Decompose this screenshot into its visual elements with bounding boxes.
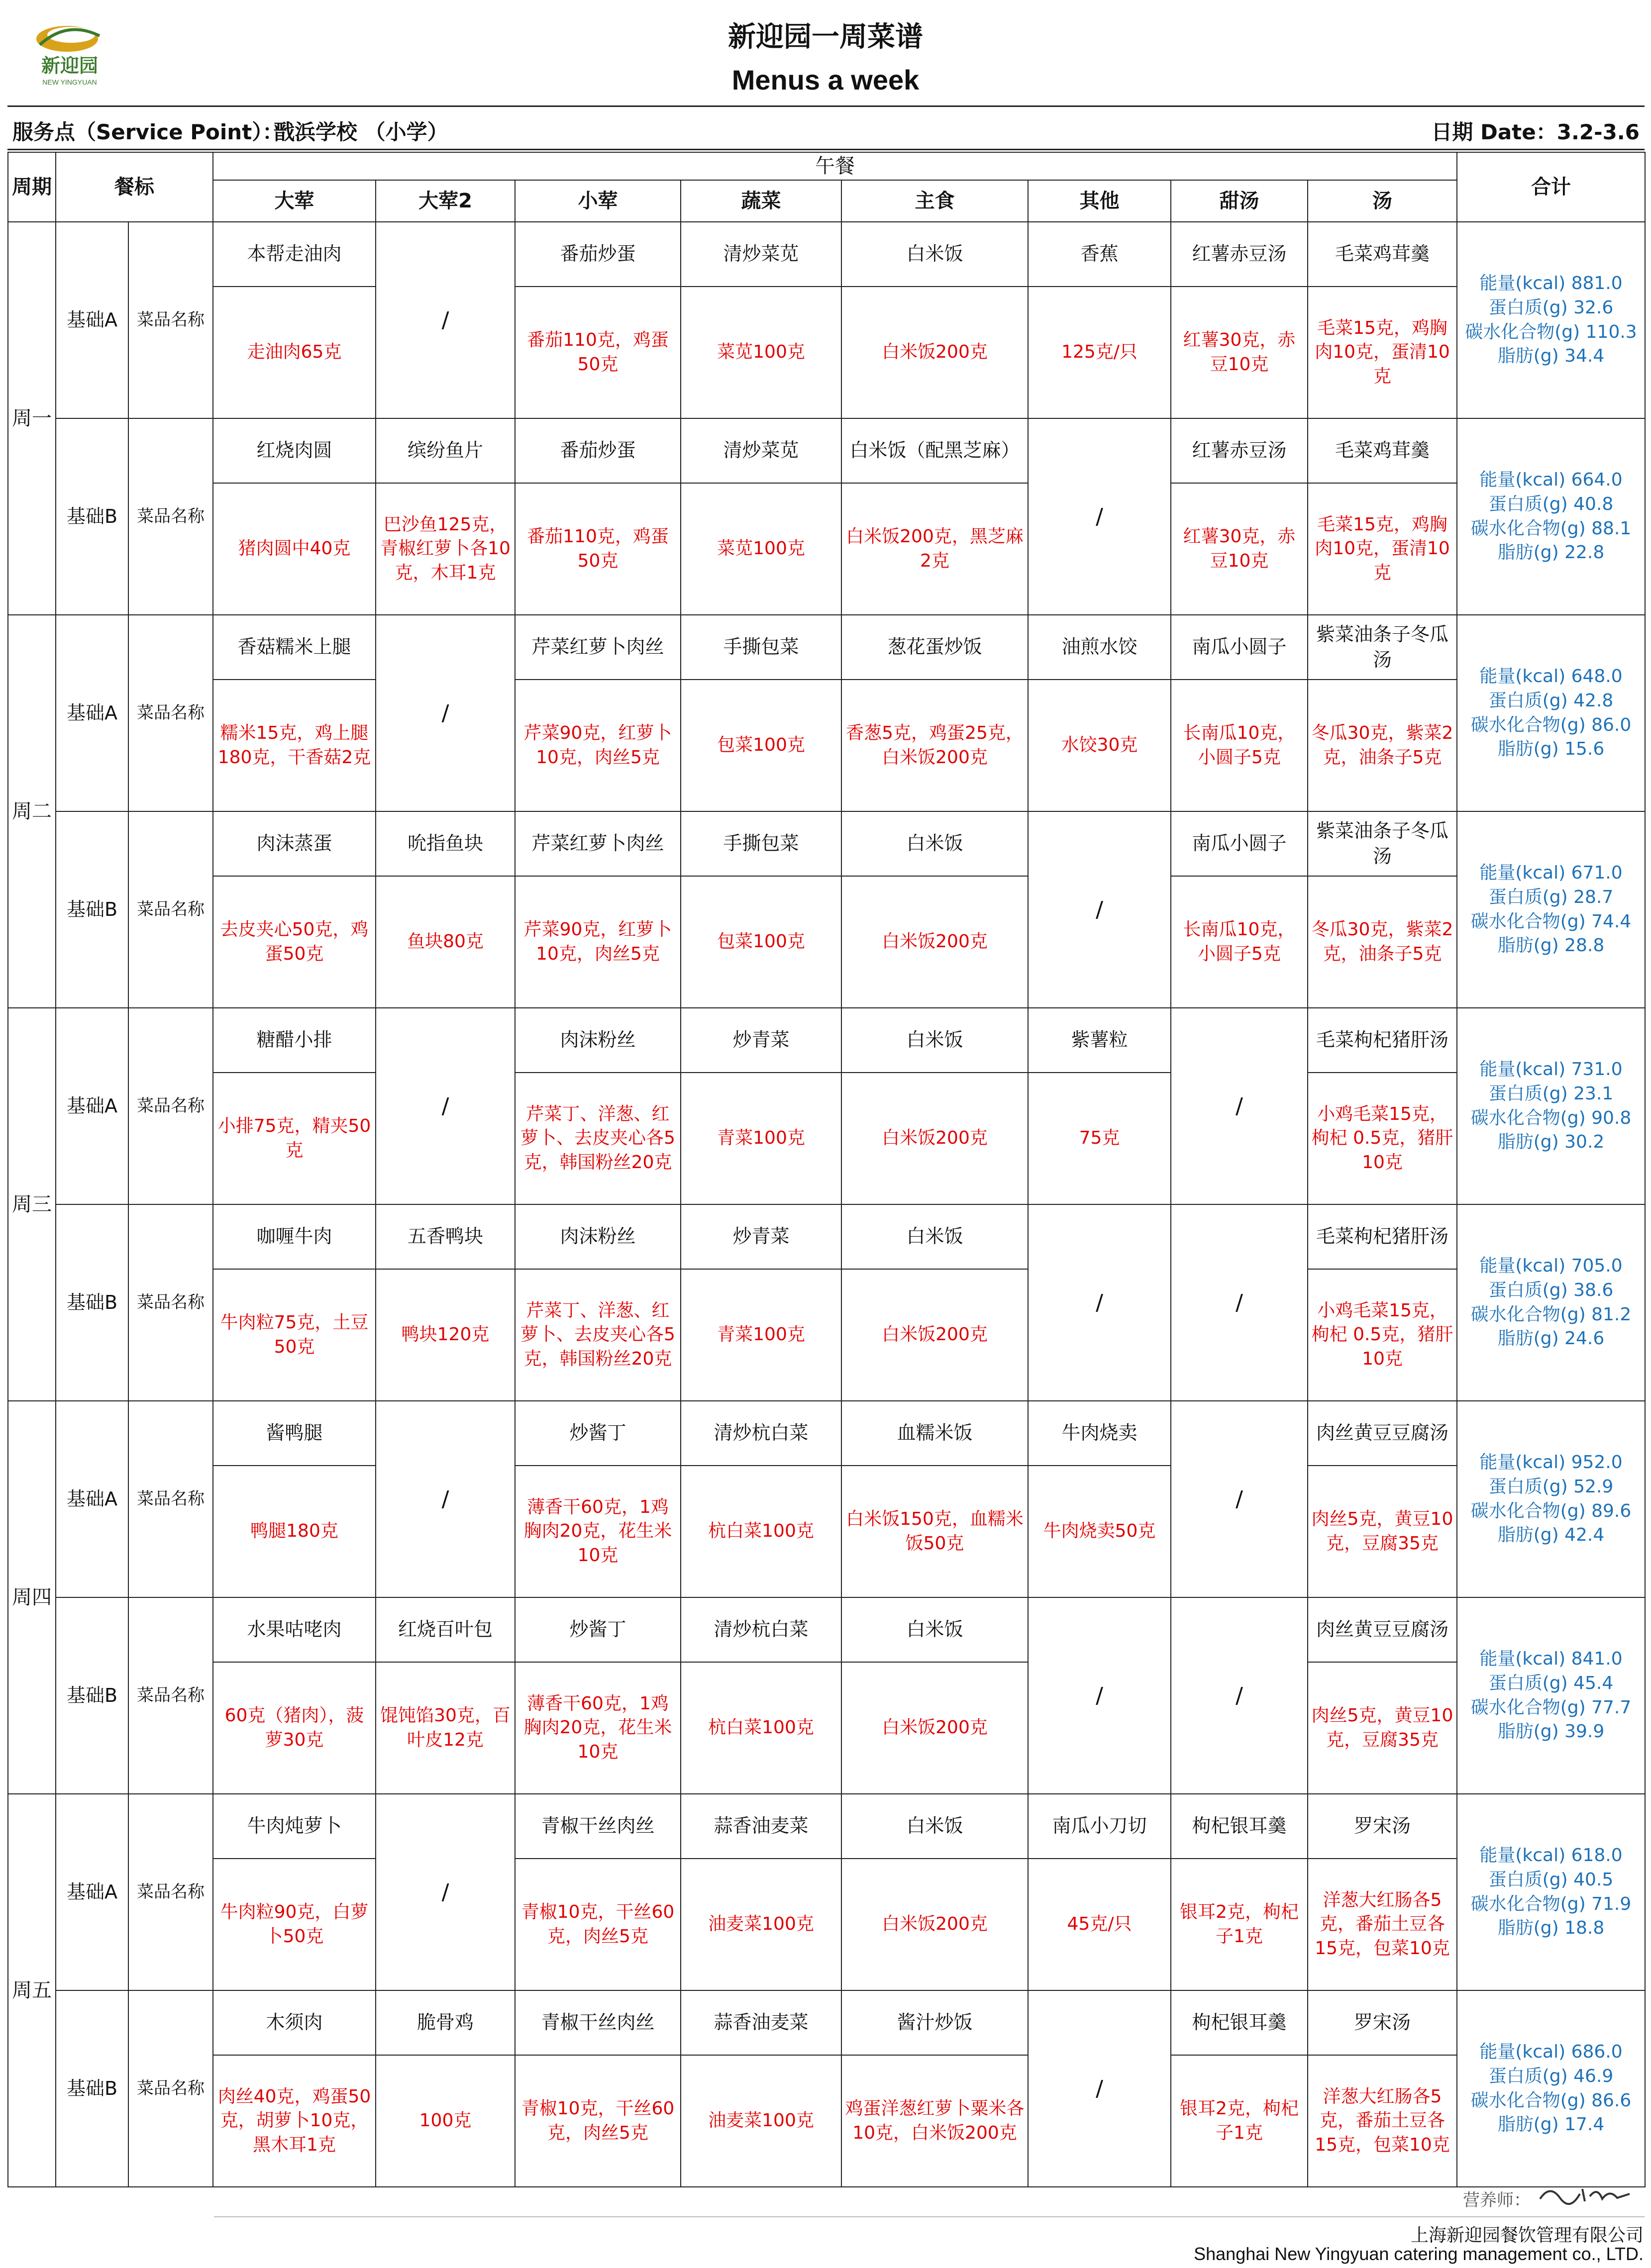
nutrition-summary xyxy=(1457,615,1645,811)
nutrition-summary xyxy=(1457,1597,1645,1794)
ingredient-amount: 青椒10克，干丝60克，肉丝5克 xyxy=(515,1859,681,1990)
dish-name: 清炒菜苋 xyxy=(681,418,841,483)
ingredient-amount: 白米饭200克，黑芝麻2克 xyxy=(841,483,1028,615)
empty-slot: / xyxy=(1171,1008,1308,1204)
nutrition-summary xyxy=(1457,1204,1645,1401)
day-name: 周三 xyxy=(8,1008,56,1401)
plan-base: 基础B xyxy=(56,1597,128,1794)
dish-name: 缤纷鱼片 xyxy=(376,418,515,483)
dish-name: 五香鸭块 xyxy=(376,1204,515,1269)
dish-name-label: 菜品名称 xyxy=(128,1597,213,1794)
nutrition-line: 能量(kcal) 671.0 xyxy=(1479,863,1623,884)
dish-name: 芹菜红萝卜肉丝 xyxy=(515,615,681,680)
ingredient-amount: 馄饨馅30克，百叶皮12克 xyxy=(376,1662,515,1794)
day-name: 周五 xyxy=(8,1794,56,2187)
dish-name-label: 菜品名称 xyxy=(128,1008,213,1204)
empty-slot: / xyxy=(1028,1204,1171,1401)
ingredient-amount: 牛肉烧卖50克 xyxy=(1028,1466,1171,1597)
ingredient-amount: 走油肉65克 xyxy=(213,287,376,418)
ingredient-amount: 猪肉圆中40克 xyxy=(213,483,376,615)
header-meal: 餐标 xyxy=(56,152,213,222)
empty-slot: / xyxy=(376,222,515,418)
logo-subtext: NEW YINGYUAN xyxy=(42,78,97,86)
dish-name: 咖喱牛肉 xyxy=(213,1204,376,1269)
ingredient-amount: 肉丝5克，黄豆10克，豆腐35克 xyxy=(1308,1662,1457,1794)
nutrition-line: 蛋白质(g) 42.8 xyxy=(1488,690,1614,711)
ingredient-amount: 毛菜15克，鸡胸肉10克，蛋清10克 xyxy=(1308,287,1457,418)
dish-name: 香蕉 xyxy=(1028,222,1171,287)
nutrition-summary xyxy=(1457,222,1645,418)
dish-name: 芹菜红萝卜肉丝 xyxy=(515,811,681,876)
ingredient-amount: 鱼块80克 xyxy=(376,876,515,1008)
ingredient-amount: 油麦菜100克 xyxy=(681,1859,841,1990)
footer-divider xyxy=(214,2216,1645,2217)
nutrition-line: 碳水化合物(g) 90.8 xyxy=(1470,1107,1632,1128)
dish-name: 红烧百叶包 xyxy=(376,1597,515,1662)
ingredient-amount: 薄香干60克，1鸡胸肉20克，花生米10克 xyxy=(515,1662,681,1794)
dish-name: 罗宋汤 xyxy=(1308,1794,1457,1859)
nutrition-line: 脂肪(g) 39.9 xyxy=(1497,1721,1605,1742)
ingredient-amount: 小鸡毛菜15克，枸杞 0.5克，猪肝10克 xyxy=(1308,1269,1457,1401)
company-name-en: Shanghai New Yingyuan catering management co., LTD. xyxy=(1194,2244,1644,2264)
dish-name: 毛菜鸡茸羹 xyxy=(1308,222,1457,287)
date-range: 日期 Date：3.2-3.6 xyxy=(1431,120,1640,144)
dish-name-label: 菜品名称 xyxy=(128,1204,213,1401)
page-title-cn: 新迎园一周菜谱 xyxy=(728,21,923,53)
dish-name: 油煎水饺 xyxy=(1028,615,1171,680)
nutrition-summary xyxy=(1457,811,1645,1008)
dish-name: 肉丝黄豆豆腐汤 xyxy=(1308,1597,1457,1662)
nutrition-line: 碳水化合物(g) 86.6 xyxy=(1470,2090,1632,2111)
dish-name: 青椒干丝肉丝 xyxy=(515,1990,681,2055)
ingredient-amount: 芹菜丁、洋葱、红萝卜、去皮夹心各5克，韩国粉丝20克 xyxy=(515,1073,681,1204)
dish-name: 酱汁炒饭 xyxy=(841,1990,1028,2055)
empty-slot: / xyxy=(1171,1204,1308,1401)
nutrition-line: 蛋白质(g) 45.4 xyxy=(1488,1673,1614,1693)
dish-name: 白米饭 xyxy=(841,222,1028,287)
nutrition-line: 脂肪(g) 42.4 xyxy=(1497,1525,1605,1546)
dish-name: 炒酱丁 xyxy=(515,1597,681,1662)
dish-name: 蒜香油麦菜 xyxy=(681,1990,841,2055)
ingredient-amount: 鸡蛋洋葱红萝卜粟米各 10克，白米饭200克 xyxy=(841,2055,1028,2187)
ingredient-amount: 冬瓜30克，紫菜2克，油条子5克 xyxy=(1308,680,1457,811)
dish-name: 南瓜小刀切 xyxy=(1028,1794,1171,1859)
nutrition-line: 碳水化合物(g) 86.0 xyxy=(1470,714,1632,735)
dish-name: 红烧肉圆 xyxy=(213,418,376,483)
ingredient-amount: 白米饭200克 xyxy=(841,876,1028,1008)
ingredient-amount: 菜苋100克 xyxy=(681,483,841,615)
ingredient-amount: 巴沙鱼125克，青椒红萝卜各10克，木耳1克 xyxy=(376,483,515,615)
header-col-vegetable: 蔬菜 xyxy=(681,180,841,222)
dish-name-label: 菜品名称 xyxy=(128,1794,213,1990)
nutritionist-label: 营养师： xyxy=(1463,2190,1531,2210)
ingredient-amount: 白米饭200克 xyxy=(841,1269,1028,1401)
plan-base: 基础A xyxy=(56,1008,128,1204)
empty-slot: / xyxy=(1028,811,1171,1008)
dish-name: 手撕包菜 xyxy=(681,615,841,680)
dish-name: 酱鸭腿 xyxy=(213,1401,376,1466)
ingredient-amount: 125克/只 xyxy=(1028,287,1171,418)
ingredient-amount: 小排75克，精夹50克 xyxy=(213,1073,376,1204)
service-point-label: 服务点（Service Point）： xyxy=(12,120,284,144)
dish-name: 毛菜鸡茸羹 xyxy=(1308,418,1457,483)
dish-name: 手撕包菜 xyxy=(681,811,841,876)
ingredient-amount: 鸭腿180克 xyxy=(213,1466,376,1597)
info-row xyxy=(7,105,1645,150)
dish-name: 毛菜枸杞猪肝汤 xyxy=(1308,1204,1457,1269)
dish-name: 番茄炒蛋 xyxy=(515,222,681,287)
day-name: 周二 xyxy=(8,615,56,1008)
dish-name: 白米饭 xyxy=(841,1597,1028,1662)
dish-name: 白米饭（配黑芝麻） xyxy=(841,418,1028,483)
nutrition-line: 蛋白质(g) 32.6 xyxy=(1488,297,1614,318)
header-col-side-meat: 小荤 xyxy=(515,180,681,222)
nutrition-line: 能量(kcal) 841.0 xyxy=(1479,1649,1623,1670)
dish-name: 炒酱丁 xyxy=(515,1401,681,1466)
ingredient-amount: 香葱5克，鸡蛋25克，白米饭200克 xyxy=(841,680,1028,811)
dish-name: 脆骨鸡 xyxy=(376,1990,515,2055)
empty-slot: / xyxy=(1028,1990,1171,2187)
plan-base: 基础B xyxy=(56,418,128,615)
ingredient-amount: 番茄110克，鸡蛋50克 xyxy=(515,287,681,418)
ingredient-amount: 水饺30克 xyxy=(1028,680,1171,811)
ingredient-amount: 芹菜90克，红萝卜10克，肉丝5克 xyxy=(515,680,681,811)
header-lunch: 午餐 xyxy=(213,152,1457,180)
ingredient-amount: 白米饭200克 xyxy=(841,1073,1028,1204)
dish-name: 肉沫粉丝 xyxy=(515,1008,681,1073)
nutrition-line: 碳水化合物(g) 77.7 xyxy=(1470,1697,1632,1718)
ingredient-amount: 红薯30克，赤豆10克 xyxy=(1171,483,1308,615)
nutrition-line: 蛋白质(g) 40.8 xyxy=(1488,493,1614,514)
header-col-staple: 主食 xyxy=(841,180,1028,222)
dish-name: 肉沫蒸蛋 xyxy=(213,811,376,876)
dish-name: 南瓜小圆子 xyxy=(1171,811,1308,876)
dish-name-label: 菜品名称 xyxy=(128,418,213,615)
nutrition-summary xyxy=(1457,1008,1645,1204)
header-col-other: 其他 xyxy=(1028,180,1171,222)
ingredient-amount: 牛肉粒75克，土豆50克 xyxy=(213,1269,376,1401)
nutrition-line: 脂肪(g) 30.2 xyxy=(1497,1132,1605,1153)
nutrition-line: 能量(kcal) 705.0 xyxy=(1479,1256,1623,1277)
dish-name: 枸杞银耳羹 xyxy=(1171,1794,1308,1859)
nutrition-line: 能量(kcal) 618.0 xyxy=(1479,1845,1623,1866)
nutrition-line: 碳水化合物(g) 110.3 xyxy=(1465,321,1637,342)
plan-base: 基础A xyxy=(56,615,128,811)
dish-name: 白米饭 xyxy=(841,811,1028,876)
ingredient-amount: 包菜100克 xyxy=(681,876,841,1008)
nutrition-line: 脂肪(g) 34.4 xyxy=(1497,346,1605,367)
ingredient-amount: 包菜100克 xyxy=(681,680,841,811)
ingredient-amount: 60克（猪肉），菠萝30克 xyxy=(213,1662,376,1794)
ingredient-amount: 杭白菜100克 xyxy=(681,1466,841,1597)
nutrition-summary xyxy=(1457,1401,1645,1597)
nutrition-line: 蛋白质(g) 23.1 xyxy=(1488,1083,1614,1104)
nutrition-line: 能量(kcal) 648.0 xyxy=(1479,666,1623,687)
ingredient-amount: 白米饭200克 xyxy=(841,1859,1028,1990)
empty-slot: / xyxy=(376,1401,515,1597)
plan-base: 基础B xyxy=(56,811,128,1008)
plan-base: 基础A xyxy=(56,222,128,418)
empty-slot: / xyxy=(376,1794,515,1990)
header-col-main-meat: 大荤 xyxy=(213,180,376,222)
dish-name: 紫薯粒 xyxy=(1028,1008,1171,1073)
dish-name: 本帮走油肉 xyxy=(213,222,376,287)
logo-text: 新迎园 xyxy=(41,55,99,77)
ingredient-amount: 薄香干60克，1鸡胸肉20克，花生米10克 xyxy=(515,1466,681,1597)
ingredient-amount: 鸭块120克 xyxy=(376,1269,515,1401)
ingredient-amount: 白米饭200克 xyxy=(841,287,1028,418)
ingredient-amount: 长南瓜10克，小圆子5克 xyxy=(1171,680,1308,811)
nutrition-line: 脂肪(g) 24.6 xyxy=(1497,1328,1605,1349)
empty-slot: / xyxy=(1028,1597,1171,1794)
ingredient-amount: 洋葱大红肠各5克，番茄土豆各15克，包菜10克 xyxy=(1308,1859,1457,1990)
nutrition-line: 碳水化合物(g) 74.4 xyxy=(1470,911,1632,932)
nutrition-line: 能量(kcal) 664.0 xyxy=(1479,470,1623,491)
nutrition-line: 碳水化合物(g) 88.1 xyxy=(1470,518,1632,539)
ingredient-amount: 青椒10克，干丝60克，肉丝5克 xyxy=(515,2055,681,2187)
nutrition-line: 能量(kcal) 731.0 xyxy=(1479,1059,1623,1080)
dish-name: 血糯米饭 xyxy=(841,1401,1028,1466)
dish-name: 吮指鱼块 xyxy=(376,811,515,876)
ingredient-amount: 肉丝5克，黄豆10克，豆腐35克 xyxy=(1308,1466,1457,1597)
header-total: 合计 xyxy=(1457,152,1645,222)
day-name: 周一 xyxy=(8,222,56,615)
nutrition-line: 脂肪(g) 28.8 xyxy=(1497,935,1605,956)
dish-name: 蒜香油麦菜 xyxy=(681,1794,841,1859)
empty-slot: / xyxy=(1028,418,1171,615)
nutrition-line: 蛋白质(g) 40.5 xyxy=(1488,1869,1614,1890)
dish-name-label: 菜品名称 xyxy=(128,615,213,811)
dish-name-label: 菜品名称 xyxy=(128,222,213,418)
ingredient-amount: 去皮夹心50克，鸡蛋50克 xyxy=(213,876,376,1008)
nutrition-line: 能量(kcal) 952.0 xyxy=(1479,1452,1623,1473)
nutrition-summary xyxy=(1457,1990,1645,2187)
ingredient-amount: 小鸡毛菜15克，枸杞 0.5克，猪肝10克 xyxy=(1308,1073,1457,1204)
ingredient-amount: 长南瓜10克，小圆子5克 xyxy=(1171,876,1308,1008)
ingredient-amount: 菜苋100克 xyxy=(681,287,841,418)
ingredient-amount: 糯米15克，鸡上腿180克，干香菇2克 xyxy=(213,680,376,811)
ingredient-amount: 洋葱大红肠各5克，番茄土豆各15克，包菜10克 xyxy=(1308,2055,1457,2187)
empty-slot: / xyxy=(1171,1597,1308,1794)
dish-name: 青椒干丝肉丝 xyxy=(515,1794,681,1859)
nutrition-line: 脂肪(g) 17.4 xyxy=(1497,2114,1605,2135)
header-col-sweet-soup: 甜汤 xyxy=(1171,180,1308,222)
day-name: 周四 xyxy=(8,1401,56,1794)
ingredient-amount: 红薯30克，赤豆10克 xyxy=(1171,287,1308,418)
dish-name: 炒青菜 xyxy=(681,1204,841,1269)
empty-slot: / xyxy=(376,615,515,811)
ingredient-amount: 青菜100克 xyxy=(681,1073,841,1204)
dish-name: 牛肉烧卖 xyxy=(1028,1401,1171,1466)
plan-base: 基础A xyxy=(56,1794,128,1990)
company-name-cn: 上海新迎园餐饮管理有限公司 xyxy=(1410,2225,1644,2246)
dish-name: 白米饭 xyxy=(841,1204,1028,1269)
dish-name: 罗宋汤 xyxy=(1308,1990,1457,2055)
ingredient-amount: 银耳2克，枸杞子1克 xyxy=(1171,1859,1308,1990)
ingredient-amount: 100克 xyxy=(376,2055,515,2187)
dish-name: 炒青菜 xyxy=(681,1008,841,1073)
header-col-main-meat-2: 大荤2 xyxy=(376,180,515,222)
school-name: 戬浜学校 （小学） xyxy=(274,120,448,144)
dish-name: 白米饭 xyxy=(841,1008,1028,1073)
dish-name: 红薯赤豆汤 xyxy=(1171,222,1308,287)
ingredient-amount: 芹菜90克，红萝卜10克，肉丝5克 xyxy=(515,876,681,1008)
plan-base: 基础A xyxy=(56,1401,128,1597)
dish-name: 牛肉炖萝卜 xyxy=(213,1794,376,1859)
dish-name: 肉丝黄豆豆腐汤 xyxy=(1308,1401,1457,1466)
dish-name: 香菇糯米上腿 xyxy=(213,615,376,680)
dish-name: 葱花蛋炒饭 xyxy=(841,615,1028,680)
ingredient-amount: 毛菜15克，鸡胸肉10克，蛋清10克 xyxy=(1308,483,1457,615)
empty-slot: / xyxy=(1171,1401,1308,1597)
plan-base: 基础B xyxy=(56,1990,128,2187)
dish-name: 木须肉 xyxy=(213,1990,376,2055)
nutrition-summary xyxy=(1457,1794,1645,1990)
nutrition-line: 能量(kcal) 686.0 xyxy=(1479,2042,1623,2063)
dish-name-label: 菜品名称 xyxy=(128,1401,213,1597)
ingredient-amount: 白米饭200克 xyxy=(841,1662,1028,1794)
nutrition-line: 碳水化合物(g) 89.6 xyxy=(1470,1500,1632,1521)
dish-name-label: 菜品名称 xyxy=(128,1990,213,2187)
ingredient-amount: 芹菜丁、洋葱、红萝卜、去皮夹心各5克，韩国粉丝20克 xyxy=(515,1269,681,1401)
nutrition-line: 碳水化合物(g) 81.2 xyxy=(1470,1304,1632,1325)
nutrition-line: 脂肪(g) 18.8 xyxy=(1497,1918,1605,1939)
header-week: 周期 xyxy=(8,152,56,222)
dish-name: 南瓜小圆子 xyxy=(1171,615,1308,680)
ingredient-amount: 冬瓜30克，紫菜2克，油条子5克 xyxy=(1308,876,1457,1008)
ingredient-amount: 肉丝40克，鸡蛋50克，胡萝卜10克，黑木耳1克 xyxy=(213,2055,376,2187)
nutrition-line: 能量(kcal) 881.0 xyxy=(1479,273,1623,294)
nutrition-summary xyxy=(1457,418,1645,615)
dish-name-label: 菜品名称 xyxy=(128,811,213,1008)
dish-name: 紫菜油条子冬瓜汤 xyxy=(1308,811,1457,876)
ingredient-amount: 银耳2克，枸杞子1克 xyxy=(1171,2055,1308,2187)
ingredient-amount: 杭白菜100克 xyxy=(681,1662,841,1794)
header-col-soup: 汤 xyxy=(1308,180,1457,222)
dish-name: 枸杞银耳羹 xyxy=(1171,1990,1308,2055)
page-title-en: Menus a week xyxy=(731,64,920,96)
ingredient-amount: 青菜100克 xyxy=(681,1269,841,1401)
ingredient-amount: 番茄110克，鸡蛋50克 xyxy=(515,483,681,615)
dish-name: 毛菜枸杞猪肝汤 xyxy=(1308,1008,1457,1073)
ingredient-amount: 75克 xyxy=(1028,1073,1171,1204)
nutrition-line: 碳水化合物(g) 71.9 xyxy=(1470,1893,1632,1914)
dish-name: 紫菜油条子冬瓜汤 xyxy=(1308,615,1457,680)
dish-name: 清炒杭白菜 xyxy=(681,1401,841,1466)
nutrition-line: 蛋白质(g) 38.6 xyxy=(1488,1280,1614,1300)
ingredient-amount: 牛肉粒90克，白萝卜50克 xyxy=(213,1859,376,1990)
nutritionist-signature xyxy=(1535,2179,1635,2209)
dish-name: 番茄炒蛋 xyxy=(515,418,681,483)
dish-name: 水果咕咾肉 xyxy=(213,1597,376,1662)
empty-slot: / xyxy=(376,1008,515,1204)
plan-base: 基础B xyxy=(56,1204,128,1401)
nutrition-line: 脂肪(g) 15.6 xyxy=(1497,739,1605,760)
dish-name: 糖醋小排 xyxy=(213,1008,376,1073)
ingredient-amount: 45克/只 xyxy=(1028,1859,1171,1990)
dish-name: 红薯赤豆汤 xyxy=(1171,418,1308,483)
dish-name: 白米饭 xyxy=(841,1794,1028,1859)
nutrition-line: 蛋白质(g) 52.9 xyxy=(1488,1476,1614,1497)
ingredient-amount: 白米饭150克，血糯米饭50克 xyxy=(841,1466,1028,1597)
ingredient-amount: 油麦菜100克 xyxy=(681,2055,841,2187)
nutrition-line: 蛋白质(g) 46.9 xyxy=(1488,2066,1614,2086)
weekly-menu-table xyxy=(7,152,1646,2187)
nutrition-line: 脂肪(g) 22.8 xyxy=(1497,542,1605,563)
dish-name: 清炒杭白菜 xyxy=(681,1597,841,1662)
dish-name: 清炒菜苋 xyxy=(681,222,841,287)
nutrition-line: 蛋白质(g) 28.7 xyxy=(1488,887,1614,907)
dish-name: 肉沫粉丝 xyxy=(515,1204,681,1269)
